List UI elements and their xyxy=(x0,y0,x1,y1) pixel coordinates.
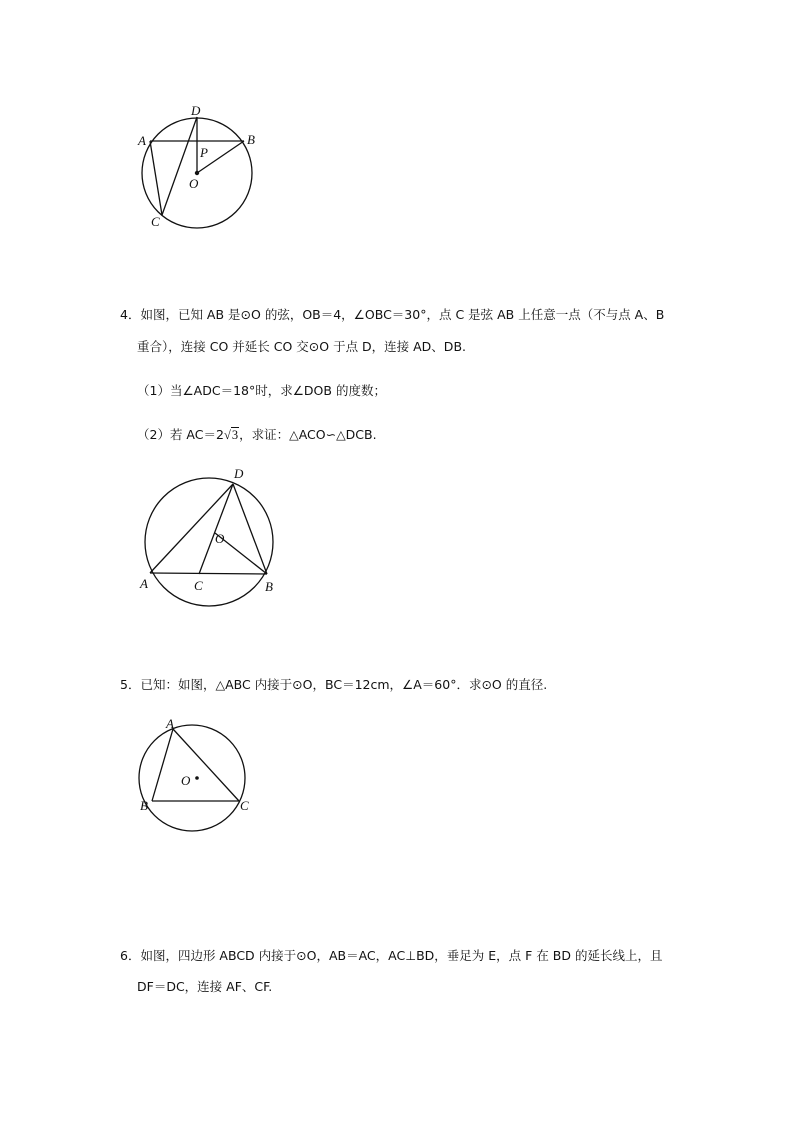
label-o: O xyxy=(181,773,191,788)
problem-4-part-1 xyxy=(137,382,386,400)
label-d: D xyxy=(191,103,201,118)
problem-5-text: 已知：如图，△ABC 内接于⊙O，BC＝12cm，∠A＝60°．求⊙O 的直径. xyxy=(140,677,548,692)
figure-2 xyxy=(135,458,295,608)
problem-6-line-1 xyxy=(120,947,662,965)
problem-6-line-2 xyxy=(137,978,272,996)
figure-1 xyxy=(130,95,270,235)
problem-6-text-1: 如图，四边形 ABCD 内接于⊙O，AB＝AC，AC⊥BD，垂足为 E，点 F 在 BD 的延长线上，且 xyxy=(140,948,663,963)
figure-3-diagram xyxy=(135,715,265,835)
problem-4-part-2 xyxy=(137,426,377,444)
problem-4-part-1-text: （1）当∠ADC＝18°时，求∠DOB 的度数； xyxy=(137,383,386,398)
center-dot xyxy=(195,776,199,780)
problem-4-part-2-pre: （2）若 AC＝2 xyxy=(137,427,224,442)
label-a: A xyxy=(140,576,148,591)
figure-2-diagram xyxy=(135,458,295,608)
label-d: D xyxy=(234,466,244,481)
label-a: A xyxy=(166,716,174,731)
problem-6-number: 6． xyxy=(120,948,141,963)
problem-4-line-1 xyxy=(120,306,664,324)
circle-o xyxy=(145,478,273,606)
segment-dc xyxy=(162,117,197,215)
problem-5-number: 5． xyxy=(120,677,141,692)
sqrt-radicand: 3 xyxy=(231,428,239,442)
label-p: P xyxy=(200,145,208,160)
label-c: C xyxy=(240,798,249,813)
sqrt-expression: √3 xyxy=(223,428,239,442)
label-b: B xyxy=(265,579,273,594)
label-c: C xyxy=(151,214,160,229)
label-c: C xyxy=(194,578,203,593)
problem-6-text-2: DF＝DC，连接 AF、CF. xyxy=(137,979,273,994)
problem-4-text-1: 如图，已知 AB 是⊙O 的弦，OB＝4，∠OBC＝30°，点 C 是弦 AB 上任意一点（不与点 A、B xyxy=(140,307,665,322)
label-o: O xyxy=(189,176,199,191)
problem-5-line xyxy=(120,676,547,694)
segment-dc xyxy=(199,484,233,574)
figure-1-diagram xyxy=(130,95,270,235)
problem-4-text-2: 重合），连接 CO 并延长 CO 交⊙O 于点 D，连接 AD、DB. xyxy=(137,339,466,354)
center-dot xyxy=(195,171,199,175)
circle-o xyxy=(139,725,245,831)
figure-3 xyxy=(135,715,265,835)
label-o: O xyxy=(215,531,225,546)
problem-4-part-2-post: ，求证：△ACO∽△DCB. xyxy=(239,427,377,442)
problem-4-line-2 xyxy=(137,338,466,356)
chord-ab xyxy=(150,573,267,574)
label-b: B xyxy=(140,798,148,813)
problem-4-number: 4． xyxy=(120,307,141,322)
label-b: B xyxy=(247,132,255,147)
label-a: A xyxy=(138,133,146,148)
